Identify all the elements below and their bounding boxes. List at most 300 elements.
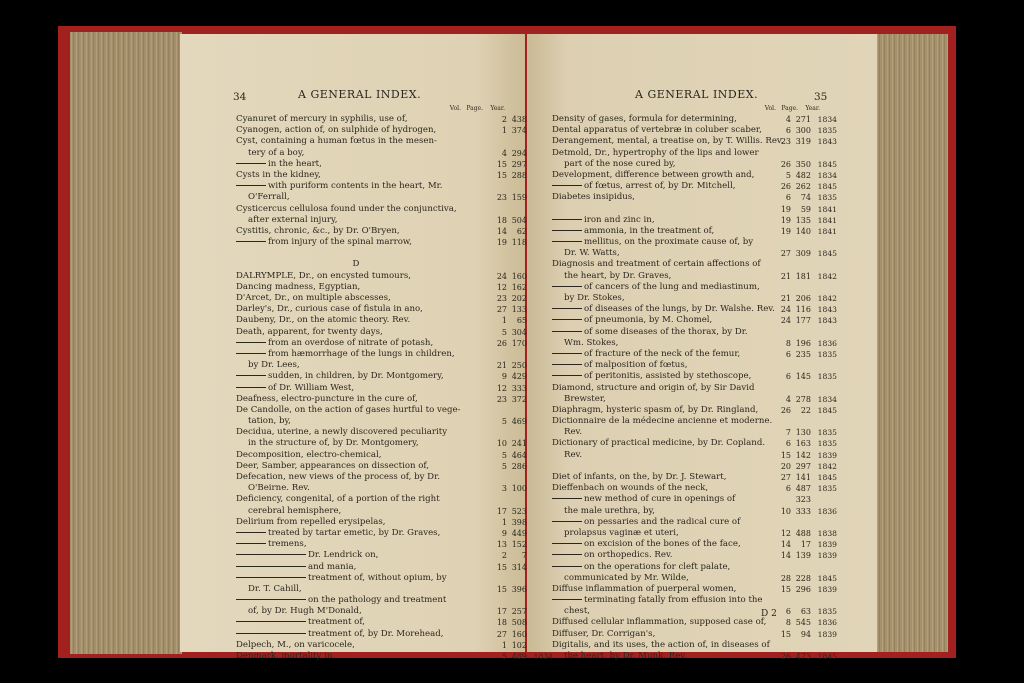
entry-text: treatment of, without opium, by <box>308 572 447 583</box>
entry-page: 487 <box>795 484 811 494</box>
entry-text: on excision of the bones of the face, <box>584 539 741 550</box>
entry-page: 300 <box>795 126 811 136</box>
entry-vol: 18 <box>496 215 507 225</box>
entry-vol: 5 <box>501 327 507 337</box>
entry-vol: 12 <box>496 383 507 393</box>
entry-text: of fœtus, arrest of, by Dr. Mitchell, <box>584 181 736 192</box>
entry-vol: 17 <box>496 607 507 617</box>
entry-page: 130 <box>795 428 811 438</box>
entry-text: Diffuse inflammation of puerperal women, <box>552 583 737 594</box>
entry-page: 464 <box>511 450 527 460</box>
entry-text: Deficiency, congenital, of a portion of the right <box>236 494 440 505</box>
entry-vol: 5 <box>501 461 507 471</box>
entry-text: from an overdose of nitrate of potash, <box>268 337 434 348</box>
entry-page: 545 <box>795 618 811 628</box>
entry-page: 102 <box>511 640 527 650</box>
ditto-dash <box>236 342 266 343</box>
entry-page: 133 <box>511 305 527 315</box>
entry-text: Darley's, Dr., curious case of fistula in ano, <box>236 304 423 315</box>
ditto-dash <box>552 286 582 287</box>
entry-text: chest, <box>564 606 591 617</box>
entry-year: 1842 <box>817 461 837 471</box>
entry-page: 152 <box>511 540 527 550</box>
entry-page: 294 <box>511 148 527 158</box>
entry-text: from hæmorrhage of the lungs in children, <box>268 348 455 359</box>
entry-text: O'Ferrall, <box>248 192 290 203</box>
entry-text: and mania, <box>308 561 357 572</box>
entry-vol: 7 <box>785 428 791 438</box>
entry-page: 22 <box>800 405 811 415</box>
entry-page: 323 <box>795 495 811 505</box>
col-year: Year. <box>805 105 820 112</box>
entry-year: 1845 <box>817 249 837 259</box>
entry-vol: 8 <box>785 618 791 628</box>
entry-text: Dictionary of practical medicine, by Dr. Copland. <box>552 438 766 449</box>
entry-text: Cyst, containing a human fœtus in the mesen- <box>236 136 437 147</box>
page-number: 34 <box>233 91 247 103</box>
entry-text: Rev. <box>564 449 583 460</box>
entry-page: 181 <box>795 271 811 281</box>
entry-text: Derangement, mental, a treatise on, by T. Willis. Rev. <box>552 136 784 147</box>
entry-text: Dr. T. Cahill, <box>248 583 302 594</box>
ditto-dash <box>552 566 582 567</box>
entry-text: Cysticercus cellulosa found under the conjunctiva, <box>236 203 457 214</box>
entry-vol: 6 <box>785 607 791 617</box>
entry-page: 7 <box>521 551 527 561</box>
entry-text: the heart, by Dr. Graves, <box>564 270 672 281</box>
entry-year: 1835 <box>817 428 837 438</box>
entry-page: 94 <box>800 629 811 639</box>
entry-vol: 28 <box>780 573 791 583</box>
entry-year: 1845 <box>817 652 837 661</box>
entry-text: Diffuser, Dr. Corrigan's, <box>552 628 656 639</box>
entry-text: of some diseases of the thorax, by Dr. <box>584 326 748 337</box>
ditto-dash <box>236 185 266 186</box>
entry-page: 278 <box>795 394 811 404</box>
entry-page: 372 <box>511 394 527 404</box>
left-page <box>180 34 553 661</box>
entry-text: of malposition of fœtus, <box>584 360 688 371</box>
entry-text: Rev. <box>564 427 583 438</box>
entry-vol: 23 <box>496 394 507 404</box>
entry-text: iron and zinc in, <box>584 214 655 225</box>
entry-vol: 1 <box>501 640 507 650</box>
entry-page: 235 <box>795 349 811 359</box>
entry-vol: 26 <box>780 405 791 415</box>
entry-text: of peritonitis, assisted by stethoscope, <box>584 371 752 382</box>
ditto-dash <box>236 241 266 242</box>
entry-vol: 23 <box>780 137 791 147</box>
entry-text: in the heart, <box>268 158 322 169</box>
ditto-dash <box>552 364 582 365</box>
entry-text: Dieffenbach on wounds of the neck, <box>552 483 709 494</box>
ditto-dash <box>236 532 266 533</box>
entry-page: 141 <box>795 473 811 482</box>
entry-vol: 10 <box>780 506 791 516</box>
entry-page: 438 <box>511 115 527 124</box>
ditto-dash <box>236 633 306 634</box>
right-page-edges <box>876 34 948 652</box>
ditto-dash <box>552 331 582 332</box>
entry-text: Diet of infants, on the, by Dr. J. Stewart, <box>552 472 727 482</box>
entry-vol: 19 <box>780 204 791 214</box>
entry-page: 139 <box>795 551 811 561</box>
entry-year: 1835 <box>817 349 837 359</box>
entry-vol: 5 <box>501 652 507 661</box>
entry-page: 482 <box>795 170 811 180</box>
entry-page: 142 <box>795 450 811 460</box>
entry-text: Deer, Samber, appearances on dissection of, <box>236 460 430 471</box>
ditto-dash <box>552 241 582 242</box>
ditto-dash <box>552 543 582 544</box>
entry-vol: 8 <box>785 338 791 348</box>
entry-vol: 23 <box>496 294 507 303</box>
entry-page: 288 <box>511 170 527 180</box>
entry-page: 17 <box>800 540 811 550</box>
entry-page: 228 <box>795 573 811 583</box>
entry-vol: 2 <box>501 115 507 124</box>
entry-page: 508 <box>511 618 527 628</box>
col-vol: Vol. <box>449 105 461 112</box>
entry-text: Cyanuret of mercury in syphilis, use of, <box>236 114 408 124</box>
entry-vol: 14 <box>780 540 791 550</box>
entry-page: 163 <box>795 439 811 449</box>
entry-text: Density of gases, formula for determining, <box>552 114 737 124</box>
ditto-dash <box>552 219 582 220</box>
entry-text: on the pathology and treatment <box>308 595 447 606</box>
running-head: A GENERAL INDEX. <box>635 88 759 101</box>
entry-text: Development, difference between growth and, <box>552 169 755 180</box>
entry-year: 1834 <box>817 394 837 404</box>
entry-vol: 12 <box>496 282 507 292</box>
entry-vol: 15 <box>496 562 507 572</box>
entry-vol: 5 <box>785 170 791 180</box>
entry-vol: 26 <box>780 652 791 661</box>
entry-year: 1835 <box>817 193 837 203</box>
entry-text: tery of a boy, <box>248 147 305 158</box>
entry-page: 314 <box>511 562 527 572</box>
entry-vol: 6 <box>785 484 791 494</box>
entry-year: 1835 <box>817 126 837 136</box>
col-page: Page. <box>466 105 483 112</box>
entry-year: 1836 <box>817 506 837 516</box>
entry-page: 333 <box>795 506 811 516</box>
signature-mark: D 2 <box>761 609 777 619</box>
entry-year: 1834 <box>817 170 837 180</box>
entry-page: 202 <box>511 294 527 303</box>
entry-text: Death, apparent, for twenty days, <box>236 326 383 337</box>
entry-text: new method of cure in openings of <box>584 494 736 505</box>
entry-vol: 19 <box>780 215 791 225</box>
entry-year: 1841 <box>817 215 837 225</box>
entry-text: treated by tartar emetic, by Dr. Graves, <box>268 527 441 538</box>
entry-vol: 6 <box>785 439 791 449</box>
entry-text: Diamond, structure and origin of, by Sir David <box>552 382 755 393</box>
entry-year: 1845 <box>817 573 837 583</box>
entry-page: 116 <box>795 305 811 315</box>
entry-text: Decomposition, electro-chemical, <box>236 449 382 460</box>
entry-text: ammonia, in the treatment of, <box>584 225 715 236</box>
entry-vol: 27 <box>496 305 507 315</box>
ditto-dash <box>236 353 266 354</box>
entry-page: 118 <box>511 238 527 248</box>
entry-vol: 3 <box>501 484 507 494</box>
ditto-dash <box>236 163 266 164</box>
entry-text: Diabetes insipidus, <box>552 192 635 203</box>
col-year: Year. <box>490 105 505 112</box>
entry-text: after external injury, <box>248 214 338 225</box>
entry-vol: 12 <box>780 528 791 538</box>
entry-vol: 14 <box>496 226 507 236</box>
entry-text: on the operations for cleft palate, <box>584 561 731 572</box>
entry-text: Wm. Stokes, <box>564 337 619 348</box>
entry-vol: 14 <box>780 551 791 561</box>
entry-text: by Dr. Lees, <box>248 360 300 371</box>
entry-vol: 24 <box>780 316 791 326</box>
entry-text: from injury of the spinal marrow, <box>268 237 412 248</box>
entry-vol: 15 <box>780 584 791 594</box>
entry-year: 1841 <box>817 204 837 214</box>
entry-year: 1845 <box>817 159 837 169</box>
entry-year: 1835 <box>817 372 837 382</box>
entry-text: in the structure of, by Dr. Montgomery, <box>248 438 419 449</box>
entry-vol: 18 <box>496 618 507 628</box>
entry-page: 333 <box>511 383 527 393</box>
entry-page: 145 <box>795 372 811 382</box>
entry-year: 1841 <box>817 226 837 236</box>
entry-text: terminating fatally from effusion into the <box>584 595 763 606</box>
entry-vol: 4 <box>501 148 507 158</box>
entry-text: cerebral hemisphere, <box>248 505 342 516</box>
entry-page: 59 <box>800 204 811 214</box>
entry-year: 1839 <box>817 540 837 550</box>
entry-text: prolapsus vaginæ et uteri, <box>564 527 679 538</box>
ditto-dash <box>236 543 266 544</box>
entry-page: 309 <box>795 249 811 259</box>
entry-vol: 20 <box>780 461 791 471</box>
entry-year: 1839 <box>817 450 837 460</box>
entry-text: Digitalis, and its uses, the action of, in diseases of <box>552 639 770 650</box>
entry-page: 170 <box>511 338 527 348</box>
entry-year: 1835 <box>817 484 837 494</box>
entry-vol: 26 <box>780 182 791 192</box>
entry-vol: 4 <box>785 394 791 404</box>
entry-vol: 1 <box>501 517 507 527</box>
entry-page: 196 <box>795 338 811 348</box>
entry-page: 296 <box>795 584 811 594</box>
entry-page: 319 <box>795 137 811 147</box>
entry-page: 162 <box>511 282 527 292</box>
entry-vol: 9 <box>501 372 507 382</box>
entry-year: 1834 <box>533 652 553 661</box>
entry-year: 1836 <box>817 338 837 348</box>
entry-page: 160 <box>511 271 527 281</box>
entry-text: on orthopedics. Rev. <box>584 550 673 561</box>
entry-page: 177 <box>795 316 811 326</box>
ditto-dash <box>236 566 306 567</box>
col-page: Page. <box>781 105 798 112</box>
entry-vol: 15 <box>496 159 507 169</box>
entry-page: 159 <box>511 193 527 203</box>
entry-text: D'Arcet, Dr., on multiple abscesses, <box>236 293 391 303</box>
entry-page: 206 <box>795 294 811 303</box>
entry-text: Cysts in the kidney, <box>236 169 321 180</box>
entry-text: mellitus, on the proximate cause of, by <box>584 237 754 248</box>
entry-text: of diseases of the lungs, by Dr. Walshe. Rev. <box>584 304 775 315</box>
entry-text: tremens, <box>268 539 307 550</box>
col-vol: Vol. <box>764 105 776 112</box>
entry-page: 160 <box>511 629 527 639</box>
entry-page: 350 <box>795 159 811 169</box>
entry-vol: 6 <box>785 193 791 203</box>
entry-vol: 1 <box>501 316 507 326</box>
entry-page: 304 <box>511 327 527 337</box>
entry-vol: 21 <box>780 294 791 303</box>
entry-year: 1843 <box>817 137 837 147</box>
entry-text: on pessaries and the radical cure of <box>584 516 741 527</box>
entry-text: sudden, in children, by Dr. Montgomery, <box>268 371 444 382</box>
ditto-dash <box>552 308 582 309</box>
entry-vol: 27 <box>780 249 791 259</box>
entry-text: the heart, by Dr. Munk. Rev. <box>564 651 687 661</box>
entry-vol: 5 <box>501 417 507 427</box>
entry-page: 74 <box>800 193 811 203</box>
entry-year: 1839 <box>817 551 837 561</box>
entry-vol: 9 <box>501 528 507 538</box>
entry-text: Dancing madness, Egyptian, <box>236 281 361 292</box>
entry-page: 62 <box>516 226 527 236</box>
entry-vol: 1 <box>501 126 507 136</box>
entry-text: Brewster, <box>564 393 606 404</box>
entry-page: 398 <box>511 517 527 527</box>
ditto-dash <box>236 554 306 555</box>
entry-vol: 6 <box>785 372 791 382</box>
entry-vol: 21 <box>780 271 791 281</box>
entry-year: 1842 <box>817 294 837 303</box>
ditto-dash <box>552 554 582 555</box>
entry-vol: 2 <box>501 551 507 561</box>
entry-text: treatment of, <box>308 617 365 628</box>
entry-page: 429 <box>511 372 527 382</box>
entry-page: 469 <box>511 417 527 427</box>
entry-page: 489 <box>511 652 527 661</box>
entry-year: 1834 <box>817 115 837 124</box>
entry-text: Denmark, mortality in, <box>236 651 336 661</box>
entry-text: of, by Dr. Hugh M'Donald, <box>248 606 362 617</box>
entry-page: 63 <box>800 607 811 617</box>
entry-page: 140 <box>795 226 811 236</box>
entry-year: 1845 <box>817 182 837 192</box>
ditto-dash <box>552 498 582 499</box>
entry-vol: 26 <box>780 159 791 169</box>
entry-text: Cyanogen, action of, on sulphide of hydrogen, <box>236 125 437 136</box>
entry-vol: 23 <box>496 193 507 203</box>
entry-text: Dr. W. Watts, <box>564 248 620 259</box>
ditto-dash <box>552 375 582 376</box>
column-headers <box>439 105 505 112</box>
ditto-dash <box>552 230 582 231</box>
entry-vol: 26 <box>496 338 507 348</box>
entry-text: Delpech, M., on varicocele, <box>236 639 355 650</box>
entry-text: of fracture of the neck of the femur, <box>584 348 741 359</box>
ditto-dash <box>236 387 266 388</box>
entry-vol: 17 <box>496 506 507 516</box>
entry-year: 1843 <box>817 316 837 326</box>
ditto-dash <box>552 319 582 320</box>
entry-page: 473 <box>795 652 811 661</box>
entry-text: Diagnosis and treatment of certain affections of <box>552 259 761 270</box>
entry-text: of cancers of the lung and mediastinum, <box>584 281 760 292</box>
entry-text: Defecation, new views of the process of, by Dr. <box>236 472 440 482</box>
entry-page: 396 <box>511 584 527 594</box>
entry-page: 504 <box>511 215 527 225</box>
entry-year: 1845 <box>817 473 837 482</box>
entry-year: 1836 <box>817 618 837 628</box>
ditto-dash <box>236 599 306 600</box>
entry-page: 523 <box>511 506 527 516</box>
entry-page: 65 <box>516 316 527 326</box>
entry-vol: 15 <box>496 170 507 180</box>
entry-text: Detmold, Dr., hypertrophy of the lips and lower <box>552 147 759 158</box>
entry-page: 286 <box>511 461 527 471</box>
right-page <box>527 34 877 661</box>
entry-page: 262 <box>795 182 811 192</box>
entry-text: by Dr. Stokes, <box>564 293 625 303</box>
entry-vol: 15 <box>496 584 507 594</box>
entry-text: with puriform contents in the heart, Mr. <box>268 181 443 192</box>
entry-page: 449 <box>511 528 527 538</box>
ditto-dash <box>552 599 582 600</box>
entry-text: Dictionnaire de la médecine ancienne et moderne. <box>552 416 773 427</box>
entry-text: De Candolle, on the action of gases hurtful to vege- <box>236 404 461 415</box>
entry-text: part of the nose cured by, <box>564 158 676 169</box>
ditto-dash <box>552 353 582 354</box>
entry-vol: 24 <box>496 271 507 281</box>
entry-page: 297 <box>511 159 527 169</box>
entry-text: Decidua, uterine, a newly discovered peculiarity <box>236 427 448 438</box>
entry-vol: 15 <box>780 450 791 460</box>
entry-text: treatment of, by Dr. Morehead, <box>308 628 444 639</box>
entry-text: of pneumonia, by M. Chomel, <box>584 315 713 326</box>
entry-year: 1835 <box>817 439 837 449</box>
entry-text: the male urethra, by, <box>564 505 656 516</box>
entry-text: Diffused cellular inflammation, supposed case of, <box>552 617 767 628</box>
ditto-dash <box>236 375 266 376</box>
entry-vol: 19 <box>496 238 507 248</box>
entry-year: 1838 <box>817 528 837 538</box>
entry-vol: 21 <box>496 361 507 371</box>
entry-vol: 5 <box>501 450 507 460</box>
page-number: 35 <box>814 91 828 103</box>
entry-text: Cystitis, chronic, &c., by Dr. O'Bryen, <box>236 225 400 236</box>
entry-year: 1839 <box>817 629 837 639</box>
entry-year: 1835 <box>817 607 837 617</box>
entry-vol: 4 <box>785 115 791 124</box>
entry-page: 100 <box>511 484 527 494</box>
ditto-dash <box>236 577 306 578</box>
left-page-edges <box>70 32 182 654</box>
entry-page: 297 <box>795 461 811 471</box>
ditto-dash <box>552 521 582 522</box>
entry-page: 257 <box>511 607 527 617</box>
entry-page: 374 <box>511 126 527 136</box>
ditto-dash <box>236 621 306 622</box>
running-head: A GENERAL INDEX. <box>298 88 422 101</box>
ditto-dash <box>552 185 582 186</box>
entry-text: communicated by Mr. Wilde, <box>564 572 689 583</box>
entry-page: 488 <box>795 528 811 538</box>
entry-year: 1842 <box>817 271 837 281</box>
